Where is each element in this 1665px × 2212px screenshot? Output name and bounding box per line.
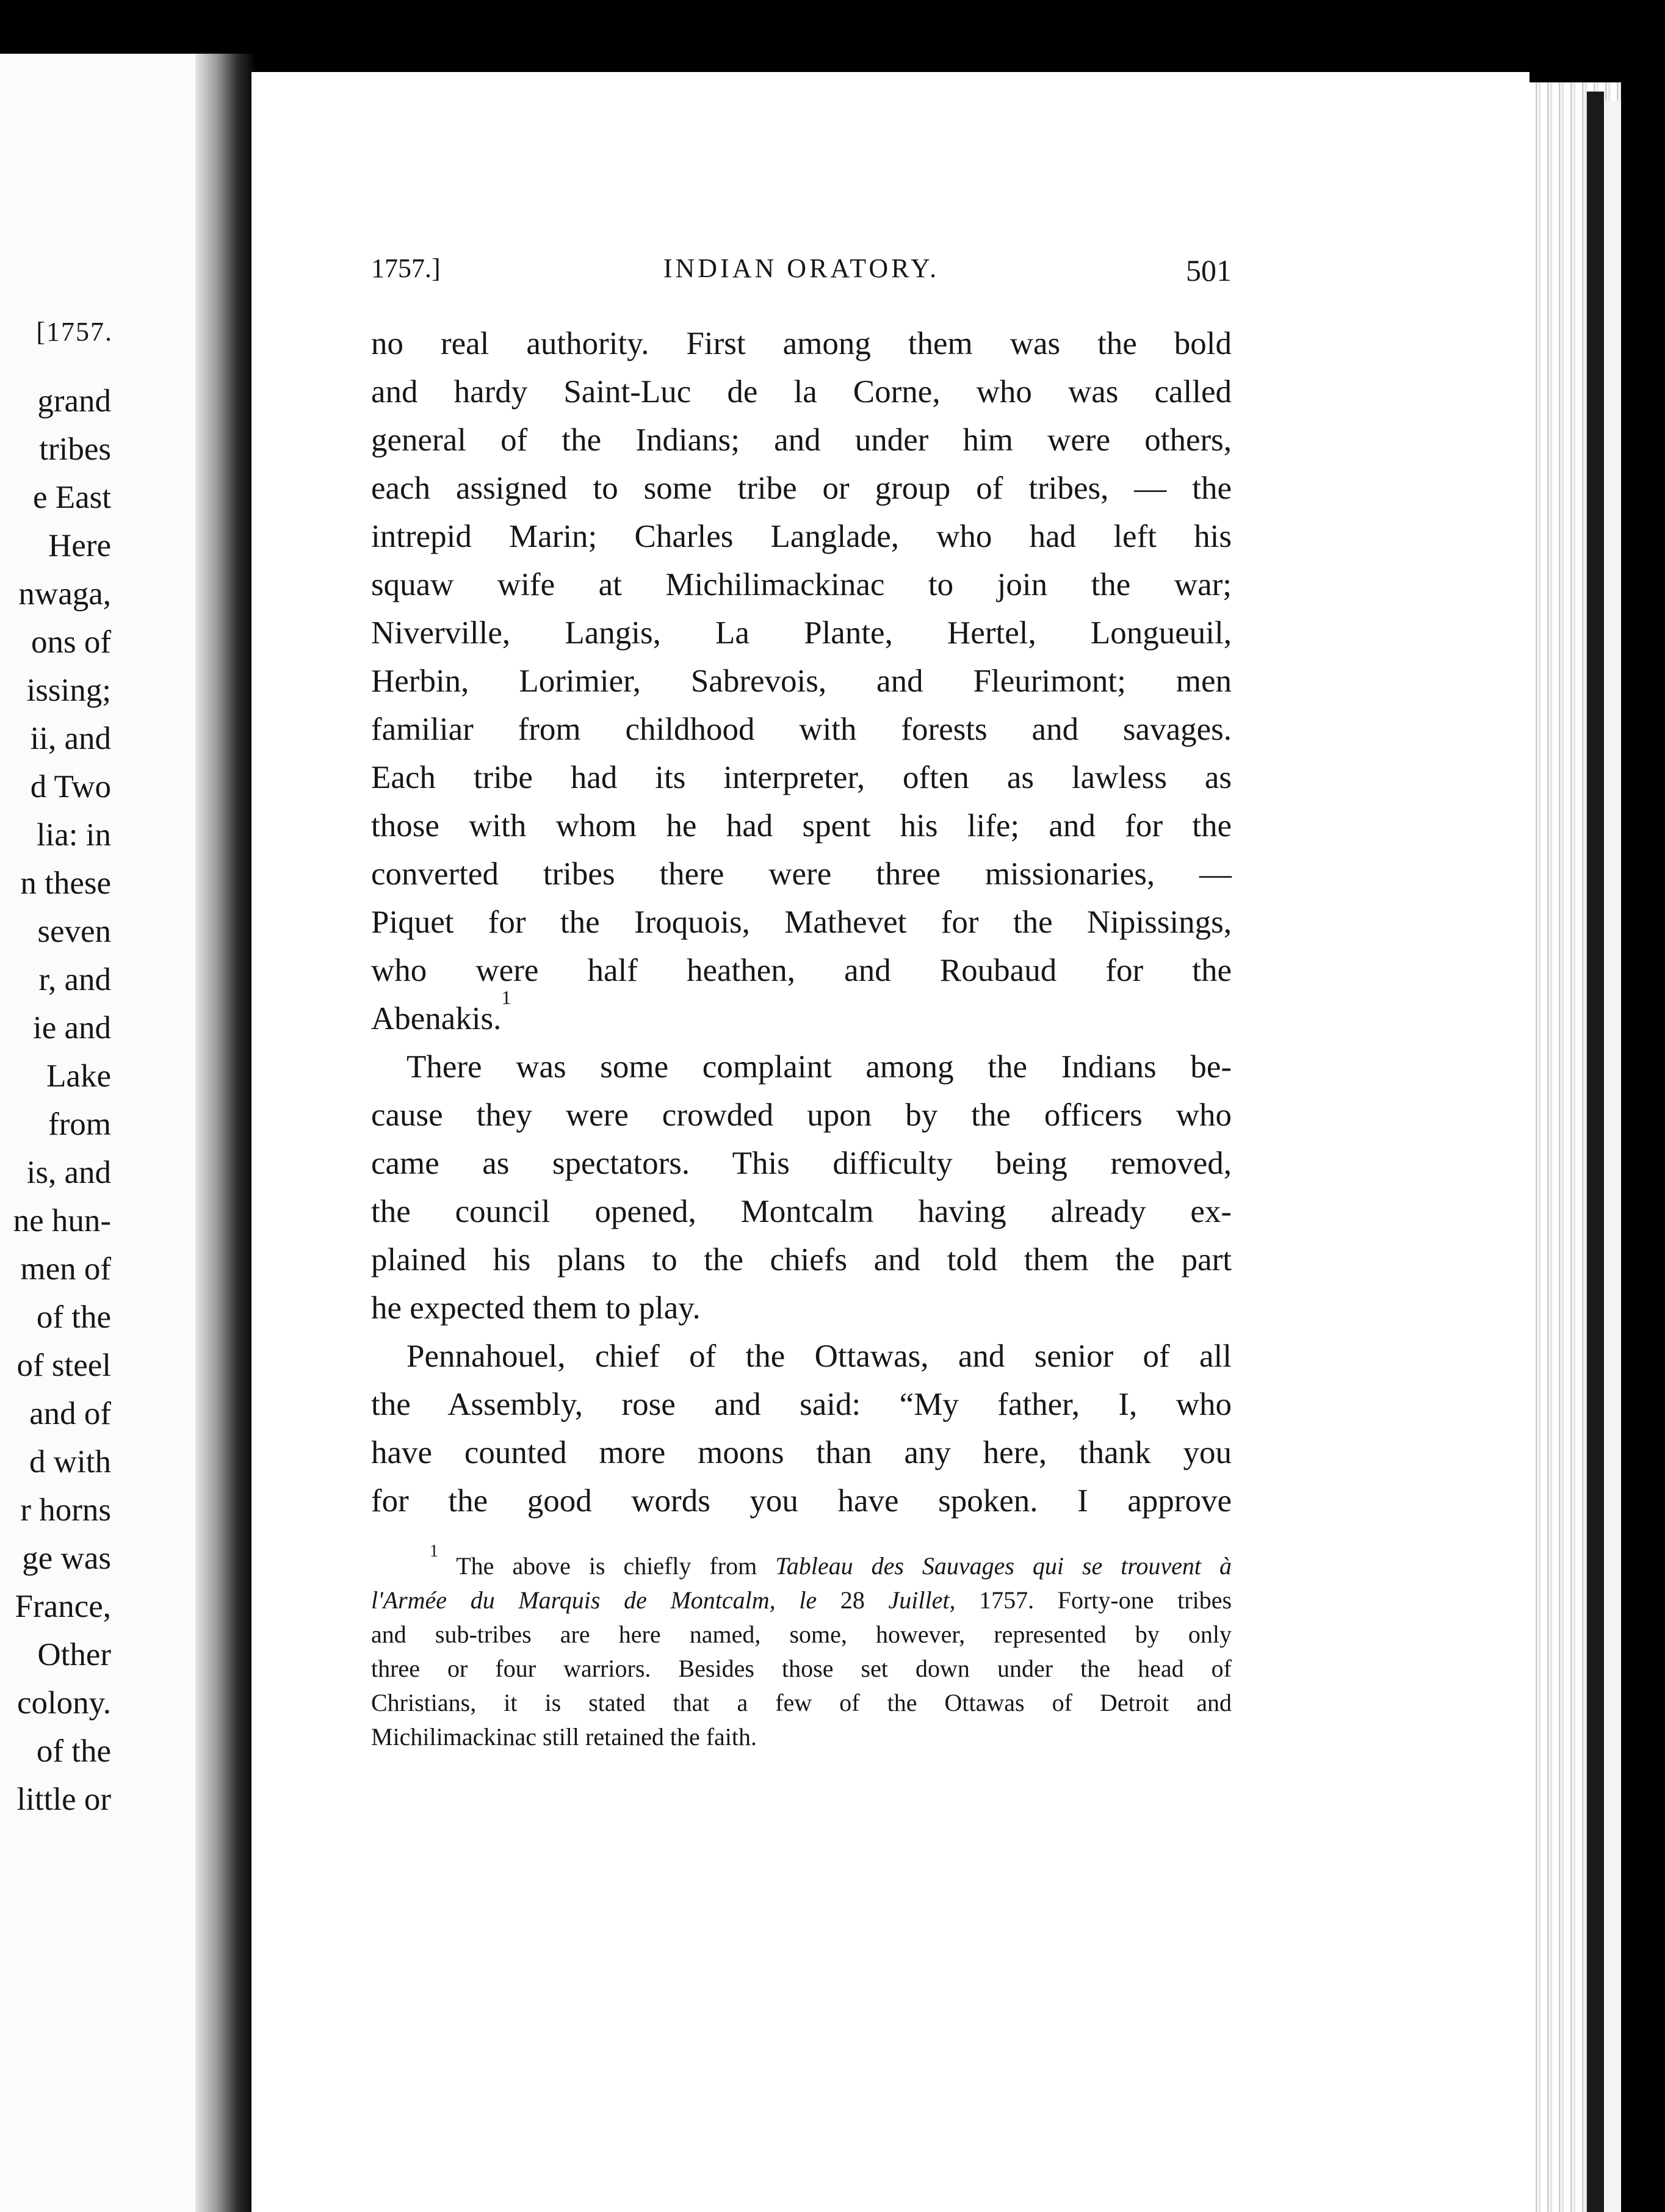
body-text [371, 320, 1232, 1525]
text-line-content: Abenakis. [371, 1001, 502, 1036]
previous-page-line: France, [15, 1589, 111, 1624]
text-line: each assigned to some tribe or group of tribes, — the [371, 471, 1232, 506]
previous-page-line: colony. [16, 1685, 111, 1721]
previous-page-line: of steel [16, 1348, 111, 1383]
previous-page-line: ii, and [30, 721, 111, 756]
footnote-title: Tableau des Sauvages qui se trouvent à [775, 1552, 1232, 1580]
footnote-line [371, 1583, 1232, 1617]
text-line: no real authority. First among them was the bold [371, 326, 1232, 361]
footnote-text: The above is chiefly from [456, 1552, 776, 1580]
previous-page-text [13, 377, 111, 1824]
text-line: and hardy Saint-Luc de la Corne, who was called [371, 374, 1232, 410]
page-edge-shadow [1587, 92, 1604, 2212]
previous-page-line: ge was [22, 1541, 111, 1576]
text-line: Herbin, Lorimier, Sabrevois, and Fleurimont; men [371, 663, 1232, 699]
footnote [371, 1542, 1232, 1754]
text-line: the council opened, Montcalm having already ex- [371, 1194, 1232, 1229]
previous-page-line: r, and [38, 962, 111, 997]
previous-page-line: d Two [30, 769, 111, 804]
previous-page-line: little or [16, 1782, 111, 1817]
previous-page-line: grand [37, 383, 111, 419]
previous-page-line: r horns [20, 1492, 111, 1528]
page-edge-outer [1604, 101, 1621, 2212]
footnote-reference: 1 [501, 986, 511, 1008]
footnote-line [371, 1542, 1232, 1583]
running-head [371, 253, 1232, 291]
footnote-line: Michilimackinac still retained the faith. [371, 1723, 757, 1751]
previous-page-fragment [0, 54, 195, 2212]
previous-page-line: ie and [32, 1010, 111, 1046]
text-line: familiar from childhood with forests and savages. [371, 712, 1232, 747]
text-line: who were half heathen, and Roubaud for the [371, 953, 1232, 988]
previous-page-line: nwaga, [18, 576, 111, 612]
text-line: have counted more moons than any here, thank you [371, 1435, 1232, 1470]
previous-page-line: of the [36, 1299, 111, 1335]
text-line: Niverville, Langis, La Plante, Hertel, Longueuil, [371, 615, 1232, 651]
previous-page-line: is, and [26, 1155, 111, 1190]
previous-page-line: from [48, 1107, 111, 1142]
previous-page-line: ne hun- [13, 1203, 111, 1238]
paragraph-start-line: There was some complaint among the Indians be- [406, 1049, 1232, 1085]
previous-page-running-head: [1757. [36, 317, 113, 347]
text-line: came as spectators. This difficulty being removed, [371, 1146, 1232, 1181]
previous-page-line: tribes [39, 432, 111, 467]
text-line: those with whom he had spent his life; and for the [371, 808, 1232, 844]
text-line [371, 986, 1232, 1043]
footnote-text: 28 [817, 1586, 889, 1614]
running-head-title: INDIAN ORATORY. [663, 253, 940, 283]
running-head-year: 1757.] [371, 253, 441, 283]
text-line: general of the Indians; and under him were others, [371, 422, 1232, 458]
previous-page-line: of the [36, 1733, 111, 1769]
footnote-title: Juillet, [888, 1586, 956, 1614]
previous-page-line: d with [29, 1444, 111, 1480]
previous-page-line: Lake [46, 1058, 111, 1094]
footnote-line: Christians, it is stated that a few of the Ottawas of Detroit and [371, 1689, 1232, 1716]
text-line: cause they were crowded upon by the officers who [371, 1097, 1232, 1133]
previous-page-line: Here [48, 528, 111, 563]
book-gutter [195, 54, 256, 2212]
previous-page-line: men of [20, 1251, 111, 1287]
text-line: plained his plans to the chiefs and told them the part [371, 1242, 1232, 1278]
text-line: squaw wife at Michilimackinac to join the war; [371, 567, 1232, 602]
footnote-marker: 1 [430, 1542, 438, 1561]
page-number: 501 [1186, 253, 1232, 287]
text-line: converted tribes there were three missionaries, — [371, 856, 1232, 892]
previous-page-line: Other [37, 1637, 111, 1672]
text-line: Each tribe had its interpreter, often as lawless as [371, 760, 1232, 795]
footnote-line: three or four warriors. Besides those set down under the head of [371, 1655, 1232, 1682]
text-line: he expected them to play. [371, 1290, 701, 1326]
previous-page-line: ons of [31, 624, 111, 660]
previous-page-line: issing; [26, 673, 111, 708]
text-line: Piquet for the Iroquois, Mathevet for the Nipissings, [371, 905, 1232, 940]
text-line: for the good words you have spoken. I approve [371, 1483, 1232, 1519]
previous-page-line: e East [32, 480, 111, 515]
footnote-title: l'Armée du Marquis de Montcalm, le [371, 1586, 817, 1614]
footnote-text: 1757. Forty-one tribes [955, 1586, 1232, 1614]
previous-page-line: lia: in [36, 817, 111, 853]
previous-page-line: and of [29, 1396, 111, 1431]
footnote-line: and sub-tribes are here named, some, however, represented by only [371, 1621, 1232, 1648]
text-line: the Assembly, rose and said: “My father, I, who [371, 1387, 1232, 1422]
previous-page-line: seven [37, 914, 111, 949]
text-line: intrepid Marin; Charles Langlade, who had left his [371, 519, 1232, 554]
previous-page-line: n these [20, 866, 111, 901]
paragraph-start-line: Pennahouel, chief of the Ottawas, and senior of all [406, 1339, 1232, 1374]
